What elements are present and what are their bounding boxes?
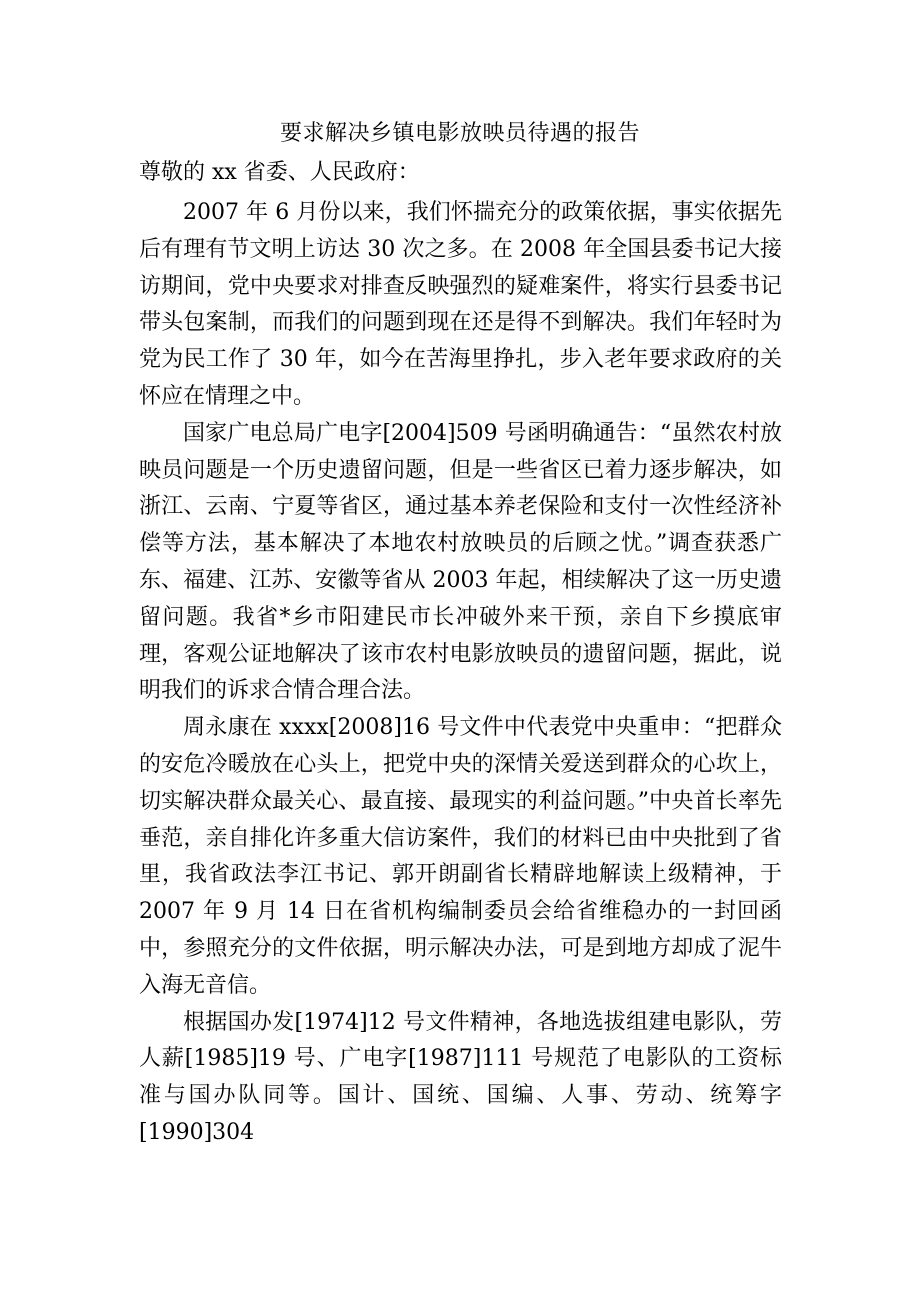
paragraph-2: 国家广电总局广电字[2004]509 号函明确通告：“虽然农村放映员问题是一个历史遗留问题，但是一些省区已着力逐步解决，如浙江、云南、宁夏等省区，通过基本养老保险和支付一次性经济补偿等方法，基本解决了本地农村放映员的后顾之忧。”调查获悉广东、福建、江苏、安徽等省从 2003 年起，相续解决了这一历史遗留问题。我省*乡市阳建民市长冲破外来干预，亲自下乡摸底审理，客观公证地解决了该市农村电影放映员的遗留问题，据此，说明我们的诉求合情合理合法。 — [139, 420, 782, 704]
paragraph-3: 周永康在 xxxx[2008]16 号文件中代表党中央重申：“把群众的安危冷暖放在心头上，把党中央的深情关爱送到群众的心坎上，切实解决群众最关心、最直接、最现实的利益问题。”中央首长率先垂范，亲自排化许多重大信访案件，我们的材料已由中央批到了省里，我省政法李江书记、郭开朗副省长精辟地解读上级精神，于 2007 年 9 月 14 日在省机构编制委员会给省维稳办的一封回函中，参照充分的文件依据，明示解决办法，可是到地方却成了泥牛入海无音信。 — [139, 715, 782, 998]
document-body — [139, 195, 782, 1152]
paragraph-1: 2007 年 6 月份以来，我们怀揣充分的政策依据，事实依据先后有理有节文明上访达 30 次之多。在 2008 年全国县委书记大接访期间，党中央要求对排查反映强烈的疑难案件，将实行县委书记带头包案制，而我们的问题到现在还是得不到解决。我们年轻时为党为民工作了 30 年，如今在苦海里挣扎，步入老年要求政府的关怀应在情理之中。 — [139, 200, 782, 409]
document-title: 要求解决乡镇电影放映员待遇的报告 — [279, 121, 640, 146]
paragraph-4: 根据国办发[1974]12 号文件精神，各地选拔组建电影队，劳人薪[1985]19 号、广电字[1987]111 号规范了电影队的工资标准与国办队同等。国计、国统、国编、人事、劳动、统筹字[1990]304 — [139, 1009, 782, 1145]
salutation: 尊敬的 xx 省委、人民政府： — [139, 160, 420, 185]
